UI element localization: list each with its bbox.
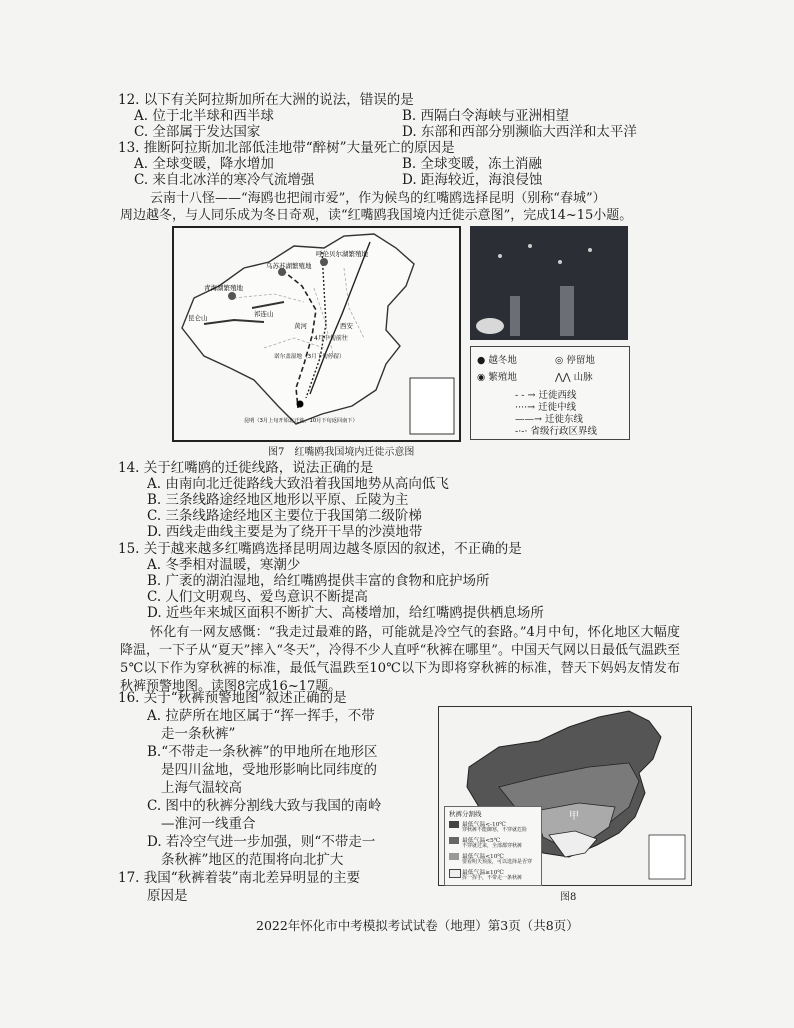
intro-14-15-line1: 云南十八怪——“海鸥也把闹市爱”，作为候鸟的红嘴鸥选择昆明（别称“春城”） xyxy=(150,191,606,206)
q15-option-c: C. 人们文明观鸟、爱鸟意识不断提高 xyxy=(147,589,368,605)
q16-option-c-line2: —淮河一线重合 xyxy=(161,816,256,832)
legend-item-1: 最低气温<-10℃ xyxy=(462,822,506,828)
page-footer: 2022年怀化市中考模拟考试试卷（地理）第3页（共8页） xyxy=(256,918,579,933)
q16-option-b-line1: B.“不带走一条秋裤”的甲地所在地形区 xyxy=(147,744,378,760)
q17-stem-line1: 17. 我国“秋裤着装”南北差异明显的主要 xyxy=(118,870,361,886)
q16-option-c-line1: C. 图中的秋裤分割线大致与我国的南岭 xyxy=(147,798,382,814)
legend-item-3: 最低气温<10℃ xyxy=(462,854,504,860)
q14-option-b: B. 三条线路途经地区地形以平原、丘陵为主 xyxy=(147,492,409,508)
q12-option-a: A. 位于北半球和西半球 xyxy=(134,108,274,124)
label-kunming: 昆明（3月上旬开始北迁徙，10月下旬返回南下） xyxy=(244,418,358,424)
q13-option-a: A. 全球变暖，降水增加 xyxy=(134,156,274,172)
legend-middle-route: ····→ 迁徙中线 xyxy=(515,402,577,413)
legend-boundary: -·-· 省级行政区界线 xyxy=(515,426,597,437)
legend-winter-site: ● 越冬地 xyxy=(477,355,517,366)
q16-stem: 16. 关于“秋裤预警地图”叙述正确的是 xyxy=(118,690,347,706)
q14-option-c: C. 三条线路途经地区主要位于我国第二级阶梯 xyxy=(147,508,422,524)
legend-stop-site: ◎ 停留地 xyxy=(555,355,595,366)
q14-stem: 14. 关于红嘴鸥的迁徙线路，说法正确的是 xyxy=(118,460,374,476)
q15-stem: 15. 关于越来越多红嘴鸥选择昆明周边越冬原因的叙述，不正确的是 xyxy=(118,541,522,557)
legend-swatch-3 xyxy=(449,853,459,860)
legend-swatch-1 xyxy=(449,821,459,828)
label-xian: 西安 xyxy=(340,322,353,330)
legend-item-1-note: 穿秋裤不能御寒，不穿就危险 xyxy=(462,827,528,833)
label-ruoergai: 诺尔盖湿地（3月下旬停留） xyxy=(274,354,345,360)
legend-title: 秋裤分割线 xyxy=(449,810,482,818)
legend-swatch-2 xyxy=(449,837,459,844)
q13-option-b: B. 全球变暖，冻土消融 xyxy=(402,156,543,172)
legend-east-route: ——→ 迁徙东线 xyxy=(515,414,583,425)
q17-stem-line2: 原因是 xyxy=(147,888,188,904)
q14-option-a: A. 由南向北迁徙路线大致沿着我国地势从高向低飞 xyxy=(147,476,449,492)
q16-option-a-line2: 走一条秋裤” xyxy=(161,726,236,742)
legend-item-2-note: 不穿就过来，全部都穿秋裤 xyxy=(462,843,523,849)
label-yellow-river: 黄河 xyxy=(294,322,307,330)
intro-16-17: 怀化有一网友感慨：“我走过最难的路，可能就是冷空气的套路。”4月中旬，怀化地区大幅度降温，一下子从“夏天”摔入“冬天”，冷得不少人直呼“秋裤在哪里”。中国天气网以日最低气温跌至5℃以下作为穿秋裤的标准，最低气温跌至10℃以下为即将穿秋裤的标准，替天下妈妈友情发布秋裤预警地图。读图8完成16~17题。 xyxy=(120,625,680,694)
q13-option-c: C. 来自北冰洋的寒冷气流增强 xyxy=(134,172,315,188)
q15-option-b: B. 广袤的湖泊湿地，给红嘴鸥提供丰富的食物和庇护场所 xyxy=(147,573,490,589)
legend-item-4: 最低气温≥10℃ xyxy=(462,870,504,876)
q14-option-d: D. 西线走曲线主要是为了绕开干旱的沙漠地带 xyxy=(147,524,423,540)
south-sea-inset xyxy=(410,378,454,434)
label-qinghai: 青海湖繁殖地 xyxy=(204,284,243,292)
legend-swatch-4 xyxy=(449,869,461,878)
china-outline-map xyxy=(174,228,459,440)
migration-map xyxy=(172,226,461,442)
kunming-winter-site xyxy=(297,401,304,408)
q15-option-d: D. 近些年来城区面积不断扩大、高楼增加，给红嘴鸥提供栖息场所 xyxy=(147,605,544,621)
label-kunlun: 昆仑山 xyxy=(188,314,208,322)
legend-breeding-site: ◉ 繁殖地 xyxy=(477,372,517,383)
q15-option-a: A. 冬季相对温暖，寒潮少 xyxy=(147,557,301,573)
legend-item-2: 最低气温<5℃ xyxy=(462,838,501,844)
legend-west-route: - - → 迁徙西线 xyxy=(515,390,577,401)
label-hulun: 呼伦贝尔湖繁殖地 xyxy=(316,250,368,258)
q13-option-d: D. 距海较近，海浪侵蚀 xyxy=(402,172,543,188)
q12-stem: 12. 以下有关阿拉斯加所在大洲的说法，错误的是 xyxy=(118,92,414,108)
label-qilian: 祁连山 xyxy=(254,310,274,318)
label-wuksu: 乌苏苏湖繁殖地 xyxy=(266,262,312,270)
q12-option-d: D. 东部和西部分别濒临大西洋和太平洋 xyxy=(402,124,637,140)
warning-map-legend xyxy=(444,806,542,886)
q12-option-c: C. 全部属于发达国家 xyxy=(134,124,261,140)
legend-item-4-note: 挥一挥手，不带走一条秋裤 xyxy=(462,875,523,881)
q12-option-b: B. 西隔白令海峡与亚洲相望 xyxy=(402,108,570,124)
legend-mountain: ⋀⋀ 山脉 xyxy=(555,372,593,383)
hulun-breeding-site xyxy=(320,258,328,266)
q16-option-b-line2: 是四川盆地，受地形影响比同纬度的 xyxy=(161,762,377,778)
label-jia: 甲 xyxy=(569,811,579,822)
gull-photo xyxy=(470,226,628,340)
q16-option-d-line1: D. 若冷空气进一步加强，则“不带走一 xyxy=(147,834,376,850)
q13-stem: 13. 推断阿拉斯加北部低洼地带“醉树”大量死亡的原因是 xyxy=(118,140,455,156)
gull-photo-image xyxy=(470,226,628,340)
label-april: 4月中旬前往 xyxy=(314,335,348,342)
q16-option-a-line1: A. 拉萨所在地区属于“挥一挥手，不带 xyxy=(147,708,375,724)
intro-14-15-line2: 周边越冬，与人同乐成为冬日奇观，读“红嘴鸥我国境内迁徙示意图”，完成14~15小题。 xyxy=(120,208,633,223)
q16-option-b-line3: 上海气温较高 xyxy=(161,780,242,796)
figure7-caption: 图7 红嘴鸥我国境内迁徙示意图 xyxy=(268,447,415,458)
qinghai-breeding-site xyxy=(228,292,236,300)
legend-item-3-note: 要看明天预报，可以选择是否穿 xyxy=(462,859,533,865)
south-sea-inset-fig8 xyxy=(649,835,685,879)
figure8-caption: 图8 xyxy=(560,892,577,903)
q16-option-d-line2: 条秋裤”地区的范围将向北扩大 xyxy=(161,852,344,868)
map-legend xyxy=(470,346,630,440)
